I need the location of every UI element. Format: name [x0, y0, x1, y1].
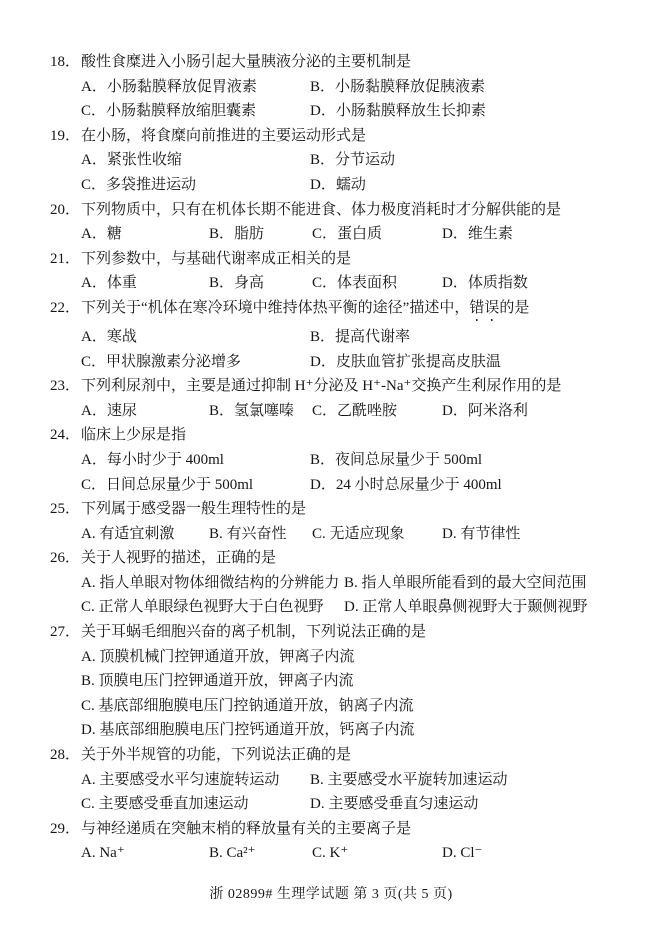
- option-a: A．体重: [81, 275, 137, 292]
- question-stem: [50, 50, 612, 75]
- question-number: 26．: [50, 550, 81, 567]
- options: [50, 75, 612, 124]
- option-c: C．乙酰唑胺: [312, 402, 398, 419]
- option-b: B．脂肪: [209, 226, 265, 243]
- options: [50, 841, 612, 866]
- option-b: B. 指人单眼所能看到的最大空间范围: [344, 574, 587, 591]
- option-b: B．小肠黏膜释放促胰液素: [310, 78, 486, 95]
- question-number: 24．: [50, 427, 81, 444]
- question-number: 25．: [50, 501, 81, 518]
- question-stem: [50, 423, 612, 448]
- question-text: 酸性食糜进入小肠引起大量胰液分泌的主要机制是: [81, 54, 412, 70]
- option-a: A. Na⁺: [81, 845, 125, 862]
- question-text: 关于人视野的描述，正确的是: [81, 550, 277, 567]
- option-d: D. 正常人单眼鼻侧视野大于颞侧视野: [344, 599, 588, 616]
- question-19: [50, 124, 612, 198]
- question-stem: [50, 296, 612, 325]
- option-c: C. 基底部细胞膜电压门控钠通道开放，钠离子内流: [81, 697, 414, 714]
- option-d: D. 有节律性: [442, 525, 521, 542]
- question-25: [50, 497, 612, 546]
- question-text: 在小肠，将食糜向前推进的主要运动形式是: [81, 127, 367, 144]
- options: [50, 522, 612, 547]
- option-a: A. 有适宜刺激: [81, 525, 175, 542]
- question-text: 的是: [499, 299, 530, 316]
- question-text: 下列利尿剂中，主要是通过抑制 H⁺分泌及 H⁺-Na⁺交换产生利尿作用的是: [81, 378, 562, 395]
- question-21: [50, 247, 612, 296]
- question-29: [50, 817, 612, 866]
- option-d: D．维生素: [442, 226, 513, 243]
- option-c: C. 无适应现象: [312, 525, 405, 542]
- options: [50, 645, 612, 743]
- question-text: 关于耳蜗毛细胞兴奋的离子机制，下列说法正确的是: [81, 624, 427, 641]
- question-text: 下列物质中，只有在机体长期不能进食、体力极度消耗时才分解供能的是: [81, 201, 562, 218]
- question-stem: [50, 620, 612, 645]
- question-text: 下列关于“机体在寒冷环境中维持体热平衡的途径”描述中，: [81, 299, 470, 316]
- option-d: D. 主要感受垂直匀速运动: [310, 796, 479, 813]
- option-b: B．分节运动: [310, 152, 396, 169]
- option-d: D. Cl⁻: [442, 845, 483, 862]
- option-d: D．24 小时总尿量少于 400ml: [310, 476, 502, 493]
- question-stem: [50, 247, 612, 272]
- option-b: B. 主要感受水平旋转加速运动: [310, 771, 508, 788]
- question-stem: [50, 198, 612, 223]
- question-number: 22．: [50, 299, 81, 316]
- question-stem: [50, 817, 612, 842]
- option-a: A. 指人单眼对物体细微结构的分辨能力: [81, 574, 340, 591]
- option-a: A．小肠黏膜释放促胃液素: [81, 78, 257, 95]
- question-text: 下列参数中，与基础代谢率成正相关的是: [81, 250, 352, 267]
- option-a: A. 主要感受水平匀速旋转运动: [81, 771, 280, 788]
- question-number: 19．: [50, 127, 81, 144]
- page-footer: 浙 02899# 生理学试题 第 3 页(共 5 页): [209, 887, 453, 902]
- options: [50, 148, 612, 197]
- question-text-emphasized: 错误: [469, 299, 500, 316]
- question-text: 与神经递质在突触末梢的释放量有关的主要离子是: [81, 820, 412, 837]
- option-b: B．氢氯噻嗪: [209, 402, 295, 419]
- question-26: [50, 546, 612, 620]
- option-d: D．小肠黏膜释放生长抑素: [310, 103, 486, 120]
- option-d: D. 基底部细胞膜电压门控钙通道开放，钙离子内流: [81, 722, 415, 739]
- question-number: 21．: [50, 250, 81, 267]
- option-d: D．阿米洛利: [442, 402, 528, 419]
- option-a: A．紧张性收缩: [81, 152, 182, 169]
- question-number: 23．: [50, 378, 81, 395]
- question-22: [50, 296, 612, 374]
- option-b: B．身高: [209, 275, 265, 292]
- option-c: C. K⁺: [312, 845, 349, 862]
- options: [50, 448, 612, 497]
- option-c: C．多袋推进运动: [81, 176, 197, 193]
- question-number: 29．: [50, 820, 81, 837]
- question-number: 18．: [50, 54, 81, 70]
- option-a: A．每小时少于 400ml: [81, 451, 224, 468]
- options: [50, 222, 612, 247]
- question-23: [50, 374, 612, 423]
- option-c: C．体表面积: [312, 275, 398, 292]
- question-20: [50, 198, 612, 247]
- question-number: 20．: [50, 201, 81, 218]
- question-18: [50, 50, 612, 124]
- option-c: C．小肠黏膜释放缩胆囊素: [81, 103, 257, 120]
- options: [50, 768, 612, 817]
- option-d: D．蠕动: [310, 176, 366, 193]
- option-c: C．日间总尿量少于 500ml: [81, 476, 254, 493]
- options: [50, 571, 612, 620]
- option-c: C. 正常人单眼绿色视野大于白色视野: [81, 599, 324, 616]
- question-number: 28．: [50, 747, 81, 764]
- question-number: 27．: [50, 624, 81, 641]
- options: [50, 399, 612, 424]
- option-b: B．夜间总尿量少于 500ml: [310, 451, 483, 468]
- option-b: B. 顶膜电压门控钾通道开放，钾离子内流: [81, 673, 354, 690]
- option-a: A．糖: [81, 226, 122, 243]
- question-28: [50, 743, 612, 817]
- option-a: A. 顶膜机械门控钾通道开放，钾离子内流: [81, 648, 355, 665]
- option-b: B. 有兴奋性: [209, 525, 287, 542]
- option-b: B. Ca²⁺: [209, 845, 256, 862]
- question-stem: [50, 743, 612, 768]
- question-stem: [50, 124, 612, 149]
- option-c: C．蛋白质: [312, 226, 383, 243]
- option-d: D．体质指数: [442, 275, 528, 292]
- options: [50, 271, 612, 296]
- question-text: 临床上少尿是指: [81, 427, 187, 444]
- options: [50, 325, 612, 374]
- question-27: [50, 620, 612, 743]
- question-text: 下列属于感受器一般生理特性的是: [81, 501, 307, 518]
- option-d: D．皮肤血管扩张提高皮肤温: [310, 353, 501, 370]
- option-b: B．提高代谢率: [310, 328, 411, 345]
- question-stem: [50, 497, 612, 522]
- question-stem: [50, 374, 612, 399]
- question-24: [50, 423, 612, 497]
- question-text: 关于外半规管的功能，下列说法正确的是: [81, 747, 352, 764]
- option-c: C. 主要感受垂直加速运动: [81, 796, 249, 813]
- question-stem: [50, 546, 612, 571]
- option-a: A．寒战: [81, 328, 137, 345]
- option-c: C．甲状腺激素分泌增多: [81, 353, 242, 370]
- option-a: A．速尿: [81, 402, 137, 419]
